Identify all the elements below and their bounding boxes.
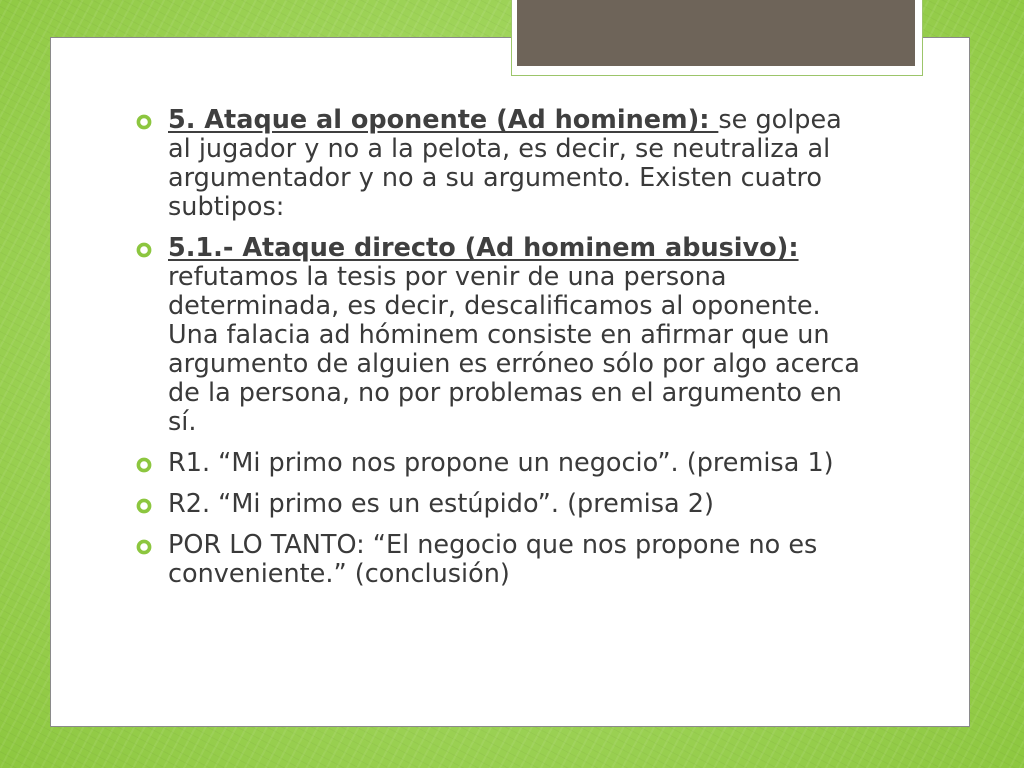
ring-bullet-icon: [136, 114, 152, 130]
bullet-text: R2. “Mi primo es un estúpido”. (premisa 2): [168, 489, 714, 519]
slide-content: [132, 106, 872, 601]
slide-header-bar: [517, 0, 915, 66]
bullet-item-1: [132, 106, 872, 222]
bullet-text: se golpea al jugador y no a la pelota, es decir, se neutraliza al argumentador y no a su argumento. Existen cuatro subtipos:: [168, 105, 842, 222]
bullet-text: POR LO TANTO: “El negocio que nos propone no es conveniente.” (conclusión): [168, 530, 818, 589]
bullet-heading: 5.1.- Ataque directo (Ad hominem abusivo):: [168, 233, 799, 263]
bullet-item-2: [132, 234, 872, 437]
bullet-text: R1. “Mi primo nos propone un negocio”. (premisa 1): [168, 448, 834, 478]
bullet-text: refutamos la tesis por venir de una persona determinada, es decir, descalificamos al oponente. Una falacia ad hóminem consiste en afirmar que un argumento de alguien es erróneo sólo por algo acerca de la persona, no por problemas en el argumento en sí.: [168, 262, 860, 437]
bullet-item-3: [132, 449, 872, 478]
ring-bullet-icon: [136, 242, 152, 258]
ring-bullet-icon: [136, 457, 152, 473]
ring-bullet-icon: [136, 498, 152, 514]
bullet-item-4: [132, 490, 872, 519]
ring-bullet-icon: [136, 539, 152, 555]
bullet-heading: 5. Ataque al oponente (Ad hominem):: [168, 105, 719, 135]
bullet-item-5: [132, 531, 872, 589]
